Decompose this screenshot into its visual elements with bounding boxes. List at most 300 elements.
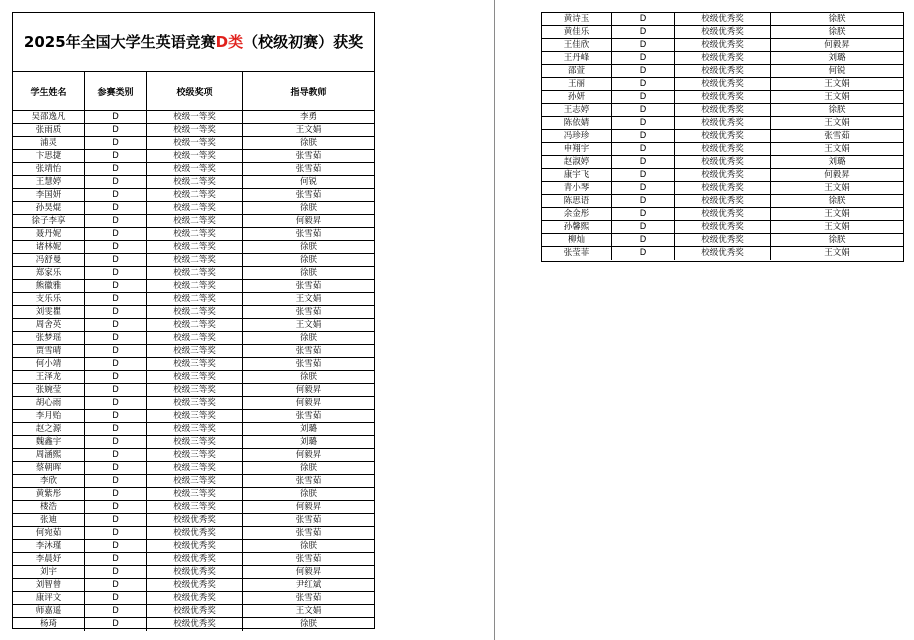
cell-award: 校级二等奖 [147, 241, 243, 253]
cell-award: 校级一等奖 [147, 137, 243, 149]
cell-student-name: 何小靖 [13, 358, 85, 370]
cell-teacher: 张雪茹 [295, 476, 322, 486]
cell-student-name: 师嘉遥 [13, 605, 85, 617]
cell-category: D [612, 195, 675, 207]
cell-award: 校级优秀奖 [675, 143, 771, 155]
cell-student-name: 诸林妮 [13, 241, 85, 253]
cell-student-name: 李月贻 [13, 410, 85, 422]
cell-category: D [85, 254, 147, 266]
table-row [542, 182, 903, 195]
cell-teacher: 何毅昇 [295, 502, 322, 512]
cell-teacher: 张雪茹 [295, 346, 322, 356]
cell-teacher: 徐朕 [299, 138, 317, 148]
table-row [542, 143, 903, 156]
cell-award: 校级二等奖 [147, 306, 243, 318]
cell-teacher: 王文娟 [824, 92, 850, 102]
cell-teacher: 张雪茹 [295, 528, 322, 538]
cell-category: D [85, 345, 147, 357]
cell-teacher: 徐朕 [299, 489, 317, 499]
cell-student-name: 李国妍 [13, 189, 85, 201]
cell-teacher: 张雪茹 [295, 151, 322, 161]
header-category: 参赛类别 [85, 72, 147, 110]
table-row [13, 293, 374, 306]
cell-teacher: 何毅昇 [295, 450, 322, 460]
cell-category: D [612, 143, 675, 155]
cell-student-name: 聂丹妮 [13, 228, 85, 240]
table-row [13, 215, 374, 228]
cell-category: D [612, 169, 675, 181]
cell-award: 校级二等奖 [147, 319, 243, 331]
cell-teacher: 徐朕 [828, 27, 846, 37]
cell-student-name: 支乐乐 [13, 293, 85, 305]
cell-category: D [85, 592, 147, 604]
table-row [13, 475, 374, 488]
cell-student-name: 刘宇 [13, 566, 85, 578]
title-highlight: D类 [215, 33, 244, 51]
cell-category: D [85, 527, 147, 539]
cell-category: D [612, 221, 675, 233]
right-table [541, 12, 904, 262]
cell-category: D [85, 267, 147, 279]
cell-student-name: 王慧婷 [13, 176, 85, 188]
table-row [13, 202, 374, 215]
cell-student-name: 王泽龙 [13, 371, 85, 383]
cell-student-name: 吴邵逸凡 [13, 111, 85, 123]
cell-student-name: 陈思语 [542, 195, 612, 207]
cell-award: 校级优秀奖 [675, 65, 771, 77]
cell-award: 校级优秀奖 [147, 553, 243, 565]
cell-student-name: 周舍英 [13, 319, 85, 331]
cell-category: D [85, 410, 147, 422]
cell-teacher: 王文娟 [824, 222, 850, 232]
cell-teacher: 徐朕 [299, 255, 317, 265]
cell-student-name: 黄佳乐 [542, 26, 612, 38]
cell-teacher: 张雪茹 [295, 190, 322, 200]
cell-student-name: 卞思捷 [13, 150, 85, 162]
table-row [542, 208, 903, 221]
cell-teacher: 何毅昇 [295, 398, 322, 408]
cell-category: D [85, 228, 147, 240]
cell-student-name: 徐子李享 [13, 215, 85, 227]
table-row [13, 449, 374, 462]
cell-category: D [85, 475, 147, 487]
cell-teacher: 张雪茹 [295, 164, 322, 174]
table-row [13, 605, 374, 618]
table-row [542, 130, 903, 143]
table-row [542, 65, 903, 78]
cell-award: 校级一等奖 [147, 111, 243, 123]
cell-award: 校级二等奖 [147, 280, 243, 292]
cell-award: 校级三等奖 [147, 397, 243, 409]
cell-teacher: 徐朕 [299, 203, 317, 213]
cell-award: 校级二等奖 [147, 254, 243, 266]
cell-category: D [85, 397, 147, 409]
cell-award: 校级优秀奖 [675, 52, 771, 64]
cell-award: 校级二等奖 [147, 332, 243, 344]
cell-category: D [85, 189, 147, 201]
cell-award: 校级优秀奖 [147, 605, 243, 617]
cell-category: D [612, 26, 675, 38]
cell-category: D [612, 104, 675, 116]
cell-teacher: 刘璐 [299, 424, 317, 434]
cell-teacher: 王文娟 [824, 144, 850, 154]
cell-award: 校级优秀奖 [147, 618, 243, 631]
cell-teacher: 张雪茹 [295, 554, 322, 564]
cell-award: 校级优秀奖 [675, 91, 771, 103]
cell-teacher: 何毅昇 [824, 40, 850, 50]
cell-award: 校级优秀奖 [675, 195, 771, 207]
cell-teacher: 徐朕 [299, 372, 317, 382]
cell-teacher: 王文娟 [824, 248, 850, 258]
cell-category: D [85, 306, 147, 318]
cell-award: 校级优秀奖 [675, 117, 771, 129]
cell-category: D [612, 117, 675, 129]
cell-teacher: 尹红斌 [295, 580, 322, 590]
table-row [13, 176, 374, 189]
table-row [542, 247, 903, 260]
cell-category: D [85, 449, 147, 461]
cell-award: 校级优秀奖 [675, 208, 771, 220]
cell-category: D [612, 130, 675, 142]
table-row [13, 137, 374, 150]
cell-teacher: 张雪茹 [295, 307, 322, 317]
cell-teacher: 王文娟 [295, 320, 322, 330]
header-teacher: 指导教师 [290, 87, 327, 98]
table-row [13, 579, 374, 592]
cell-award: 校级优秀奖 [675, 247, 771, 260]
cell-award: 校级优秀奖 [675, 156, 771, 168]
cell-award: 校级优秀奖 [147, 579, 243, 591]
table-row [542, 13, 903, 26]
cell-award: 校级一等奖 [147, 150, 243, 162]
cell-teacher: 张雪茹 [295, 359, 322, 369]
cell-student-name: 李沐瑾 [13, 540, 85, 552]
cell-award: 校级优秀奖 [675, 221, 771, 233]
table-row [13, 306, 374, 319]
cell-award: 校级三等奖 [147, 371, 243, 383]
cell-award: 校级一等奖 [147, 124, 243, 136]
cell-teacher: 王文娟 [295, 125, 322, 135]
table-row [13, 189, 374, 202]
table-row [13, 124, 374, 137]
cell-teacher: 徐朕 [299, 268, 317, 278]
cell-student-name: 黄诗玉 [542, 13, 612, 25]
cell-teacher: 刘璐 [828, 157, 846, 167]
cell-award: 校级二等奖 [147, 293, 243, 305]
cell-category: D [612, 208, 675, 220]
cell-award: 校级三等奖 [147, 462, 243, 474]
cell-category: D [85, 202, 147, 214]
cell-teacher: 徐朕 [828, 196, 846, 206]
table-row [13, 163, 374, 176]
cell-category: D [85, 111, 147, 123]
table-row [542, 91, 903, 104]
cell-student-name: 邵萱 [542, 65, 612, 77]
cell-award: 校级优秀奖 [147, 592, 243, 604]
cell-student-name: 浦灵 [13, 137, 85, 149]
cell-category: D [85, 241, 147, 253]
table-row [542, 39, 903, 52]
cell-category: D [612, 91, 675, 103]
cell-award: 校级二等奖 [147, 176, 243, 188]
cell-category: D [612, 65, 675, 77]
cell-student-name: 张莹菲 [542, 247, 612, 260]
cell-award: 校级优秀奖 [147, 514, 243, 526]
cell-student-name: 赵之源 [13, 423, 85, 435]
cell-student-name: 孙妍 [542, 91, 612, 103]
table-row [13, 514, 374, 527]
cell-student-name: 张梦瑶 [13, 332, 85, 344]
cell-award: 校级优秀奖 [675, 13, 771, 25]
cell-student-name: 楼浩 [13, 501, 85, 513]
cell-student-name: 康宇飞 [542, 169, 612, 181]
table-row [542, 117, 903, 130]
cell-category: D [612, 156, 675, 168]
cell-student-name: 王志婷 [542, 104, 612, 116]
table-row [542, 52, 903, 65]
cell-student-name: 李晨妤 [13, 553, 85, 565]
cell-award: 校级优秀奖 [147, 566, 243, 578]
table-row [13, 436, 374, 449]
cell-category: D [85, 462, 147, 474]
cell-category: D [85, 293, 147, 305]
cell-student-name: 贾雪晴 [13, 345, 85, 357]
table-row [13, 566, 374, 579]
cell-student-name: 申翔宇 [542, 143, 612, 155]
table-row [13, 358, 374, 371]
cell-award: 校级三等奖 [147, 488, 243, 500]
cell-student-name: 冯珍珍 [542, 130, 612, 142]
page-divider [494, 0, 495, 640]
cell-category: D [612, 39, 675, 51]
cell-award: 校级优秀奖 [675, 26, 771, 38]
table-row [13, 618, 374, 631]
cell-category: D [85, 436, 147, 448]
table-row [542, 234, 903, 247]
cell-teacher: 王文娟 [824, 79, 850, 89]
cell-teacher: 何锐 [828, 66, 846, 76]
table-row [13, 371, 374, 384]
table-row [13, 332, 374, 345]
cell-student-name: 胡心雨 [13, 397, 85, 409]
cell-award: 校级三等奖 [147, 436, 243, 448]
cell-award: 校级一等奖 [147, 163, 243, 175]
cell-student-name: 余金彤 [542, 208, 612, 220]
cell-category: D [85, 501, 147, 513]
cell-award: 校级优秀奖 [675, 130, 771, 142]
cell-category: D [85, 163, 147, 175]
cell-award: 校级优秀奖 [675, 234, 771, 246]
cell-award: 校级优秀奖 [675, 169, 771, 181]
cell-teacher: 徐朕 [299, 619, 317, 629]
table-row [13, 319, 374, 332]
table-row [13, 462, 374, 475]
cell-award: 校级优秀奖 [675, 182, 771, 194]
cell-teacher: 何毅昇 [295, 216, 322, 226]
cell-category: D [612, 234, 675, 246]
cell-category: D [85, 618, 147, 631]
cell-teacher: 张雪茹 [295, 515, 322, 525]
table-row [13, 228, 374, 241]
cell-student-name: 黄紫彤 [13, 488, 85, 500]
cell-student-name: 王丹峰 [542, 52, 612, 64]
cell-category: D [85, 137, 147, 149]
table-row [542, 78, 903, 91]
cell-category: D [85, 566, 147, 578]
cell-teacher: 何毅昇 [295, 385, 322, 395]
table-row [13, 150, 374, 163]
cell-teacher: 王文娟 [295, 294, 322, 304]
cell-teacher: 徐朕 [299, 333, 317, 343]
cell-award: 校级优秀奖 [675, 78, 771, 90]
cell-category: D [612, 52, 675, 64]
cell-teacher: 徐朕 [828, 235, 846, 245]
table-row [13, 397, 374, 410]
table-row [13, 501, 374, 514]
cell-award: 校级三等奖 [147, 384, 243, 396]
cell-category: D [85, 150, 147, 162]
cell-teacher: 刘璐 [299, 437, 317, 447]
cell-teacher: 徐朕 [828, 14, 846, 24]
table-row [13, 527, 374, 540]
cell-award: 校级三等奖 [147, 345, 243, 357]
cell-award: 校级优秀奖 [675, 104, 771, 116]
cell-award: 校级三等奖 [147, 410, 243, 422]
cell-category: D [85, 358, 147, 370]
cell-award: 校级二等奖 [147, 228, 243, 240]
cell-category: D [85, 319, 147, 331]
page-title: 2025年全国大学生英语竞赛D类（校级初赛）获奖 [13, 13, 374, 72]
table-row [542, 104, 903, 117]
table-row [542, 221, 903, 234]
table-row [13, 345, 374, 358]
table-row [13, 540, 374, 553]
right-table-body [542, 13, 903, 260]
table-row [13, 280, 374, 293]
cell-teacher: 张雪茹 [824, 131, 850, 141]
cell-award: 校级二等奖 [147, 202, 243, 214]
cell-student-name: 周涵熙 [13, 449, 85, 461]
table-row [542, 195, 903, 208]
cell-teacher: 李勇 [299, 112, 317, 122]
cell-student-name: 刘雯瞿 [13, 306, 85, 318]
cell-teacher: 王文娟 [824, 118, 850, 128]
table-header [13, 72, 374, 111]
cell-student-name: 张迪 [13, 514, 85, 526]
cell-category: D [612, 182, 675, 194]
cell-student-name: 何宛茹 [13, 527, 85, 539]
cell-student-name: 张靖怡 [13, 163, 85, 175]
table-row [542, 169, 903, 182]
cell-category: D [85, 124, 147, 136]
cell-student-name: 蔡朝晖 [13, 462, 85, 474]
cell-category: D [85, 579, 147, 591]
cell-student-name: 郑家乐 [13, 267, 85, 279]
cell-student-name: 魏鑫宇 [13, 436, 85, 448]
cell-award: 校级二等奖 [147, 215, 243, 227]
cell-student-name: 张婉莹 [13, 384, 85, 396]
table-row [13, 423, 374, 436]
cell-category: D [612, 247, 675, 260]
cell-student-name: 王佳欣 [542, 39, 612, 51]
cell-category: D [85, 553, 147, 565]
table-row [13, 267, 374, 280]
cell-category: D [85, 605, 147, 617]
cell-award: 校级优秀奖 [675, 39, 771, 51]
cell-student-name: 李欣 [13, 475, 85, 487]
table-row [542, 156, 903, 169]
table-row [13, 488, 374, 501]
cell-award: 校级二等奖 [147, 189, 243, 201]
cell-student-name: 青小琴 [542, 182, 612, 194]
cell-teacher: 徐朕 [299, 463, 317, 473]
cell-student-name: 康评文 [13, 592, 85, 604]
cell-category: D [85, 423, 147, 435]
cell-student-name: 张雨质 [13, 124, 85, 136]
cell-category: D [85, 280, 147, 292]
cell-category: D [85, 384, 147, 396]
cell-award: 校级三等奖 [147, 449, 243, 461]
cell-teacher: 徐朕 [299, 242, 317, 252]
left-table [12, 12, 375, 629]
cell-teacher: 何毅昇 [824, 170, 850, 180]
table-row [13, 384, 374, 397]
table-row [13, 111, 374, 124]
cell-teacher: 王文娟 [824, 183, 850, 193]
cell-award: 校级优秀奖 [147, 527, 243, 539]
cell-teacher: 张雪茹 [295, 411, 322, 421]
left-table-body [13, 111, 374, 631]
table-row [13, 254, 374, 267]
cell-category: D [85, 332, 147, 344]
cell-award: 校级优秀奖 [147, 540, 243, 552]
header-award: 校级奖项 [147, 72, 243, 110]
cell-category: D [85, 514, 147, 526]
cell-category: D [85, 371, 147, 383]
header-student-name: 学生姓名 [13, 72, 85, 110]
cell-category: D [85, 488, 147, 500]
cell-student-name: 杨琦 [13, 618, 85, 631]
cell-student-name: 孙昊焜 [13, 202, 85, 214]
cell-student-name: 冯舒曼 [13, 254, 85, 266]
cell-category: D [612, 78, 675, 90]
cell-category: D [612, 13, 675, 25]
cell-teacher: 张雪茹 [295, 281, 322, 291]
table-row [13, 553, 374, 566]
cell-teacher: 王文娟 [824, 209, 850, 219]
table-row [542, 26, 903, 39]
cell-award: 校级三等奖 [147, 358, 243, 370]
cell-award: 校级三等奖 [147, 475, 243, 487]
table-row [13, 592, 374, 605]
cell-student-name: 孙馨熙 [542, 221, 612, 233]
cell-teacher: 刘璐 [828, 53, 846, 63]
cell-teacher: 何毅昇 [295, 567, 322, 577]
cell-teacher: 张雪茹 [295, 229, 322, 239]
cell-award: 校级三等奖 [147, 501, 243, 513]
cell-student-name: 熊徽雅 [13, 280, 85, 292]
cell-category: D [85, 215, 147, 227]
cell-teacher: 徐朕 [828, 105, 846, 115]
cell-award: 校级三等奖 [147, 423, 243, 435]
cell-category: D [85, 540, 147, 552]
cell-category: D [85, 176, 147, 188]
cell-student-name: 陈依婧 [542, 117, 612, 129]
cell-teacher: 何锐 [299, 177, 317, 187]
table-row [13, 410, 374, 423]
cell-student-name: 刘智曾 [13, 579, 85, 591]
cell-award: 校级二等奖 [147, 267, 243, 279]
